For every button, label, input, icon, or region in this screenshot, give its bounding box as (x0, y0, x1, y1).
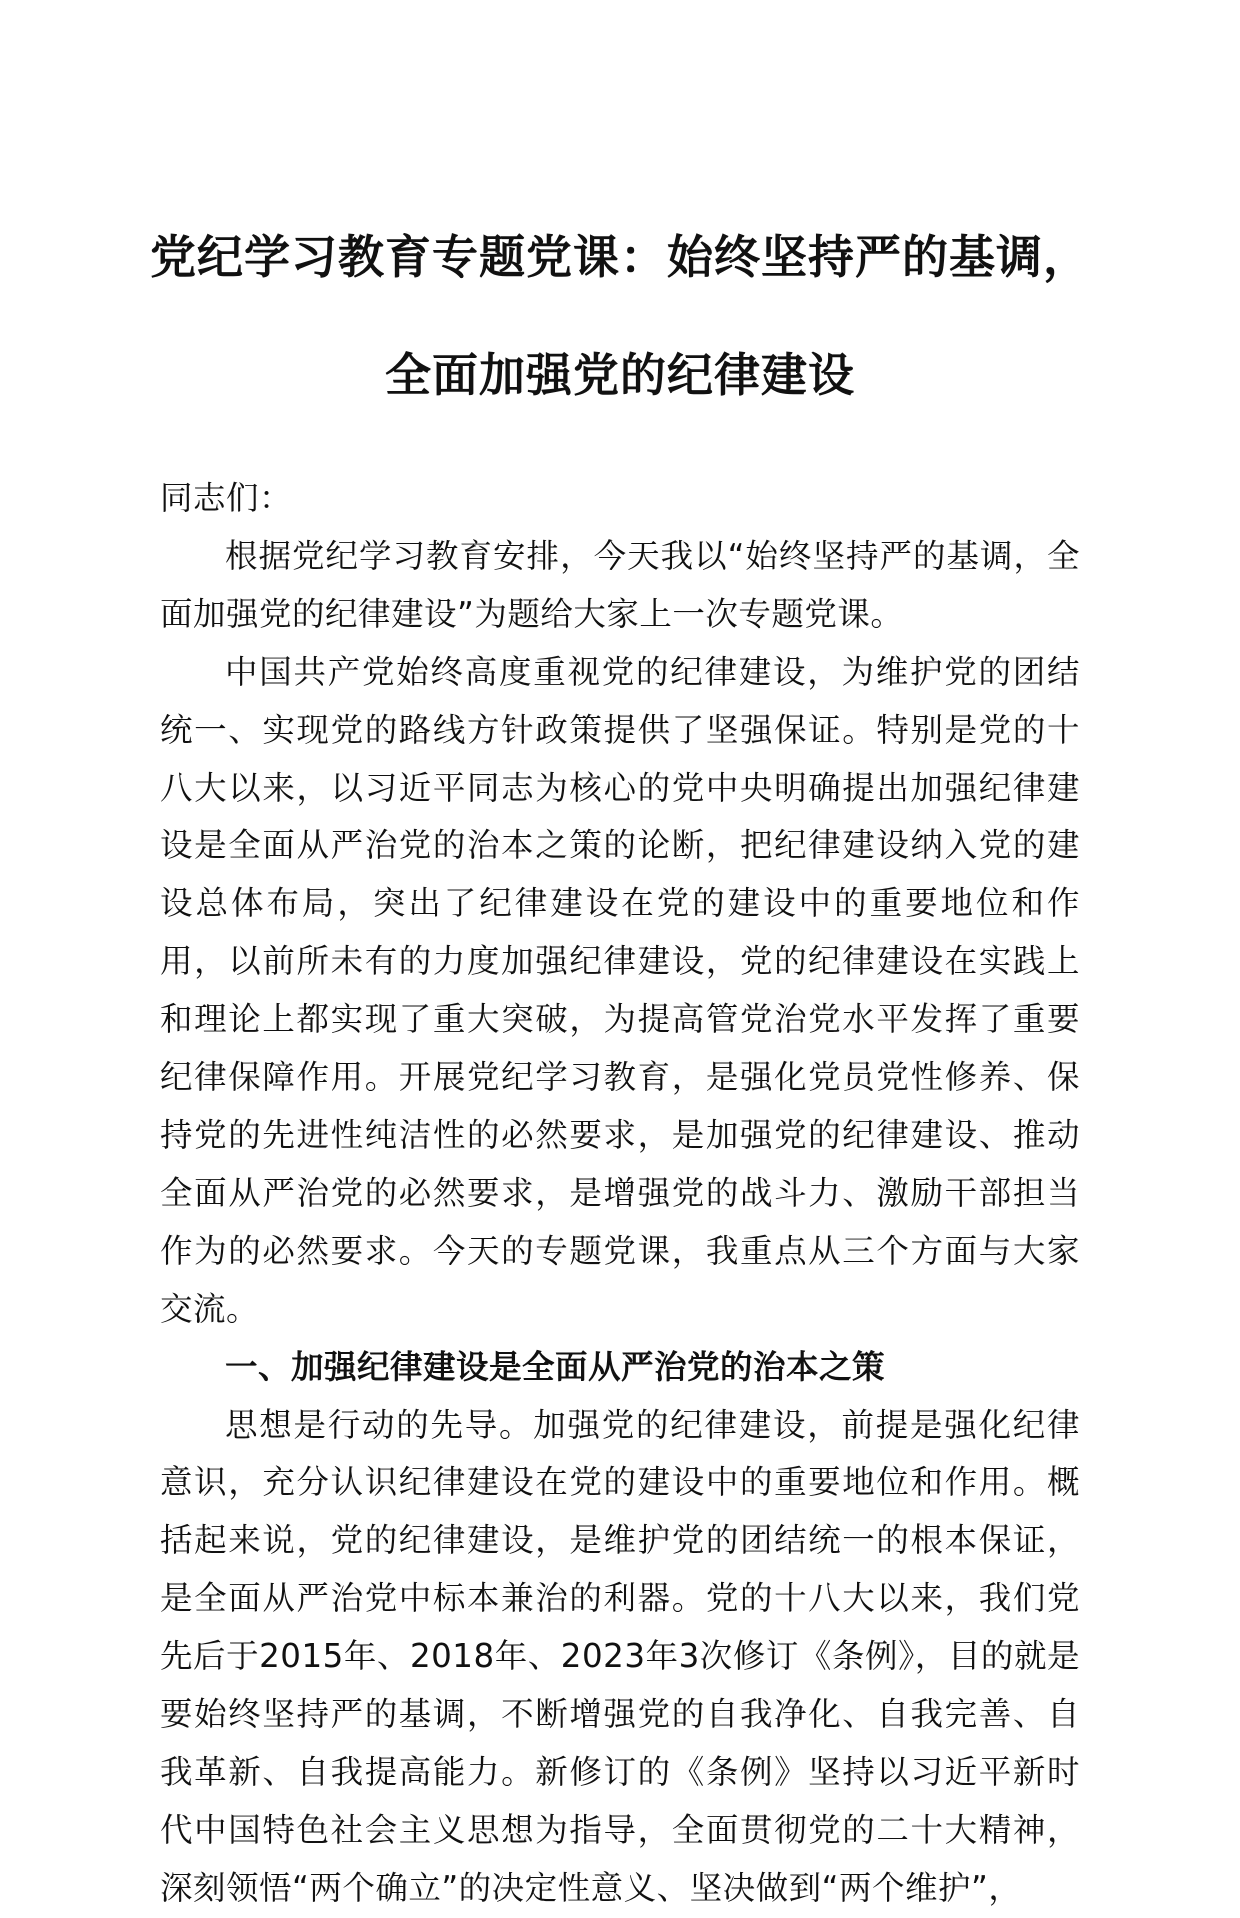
section-heading-1: 一、加强纪律建设是全面从严治党的治本之策 (225, 1347, 886, 1386)
document-body (160, 470, 1080, 1918)
paragraph-intro: 根据党纪学习教育安排，今天我以“始终坚持严的基调，全面加强党的纪律建设”为题给大家上一次专题党课。 (160, 536, 1080, 633)
salutation: 同志们： (160, 479, 293, 517)
section-1-paragraph: 思想是行动的先导。加强党的纪律建设，前提是强化纪律意识，充分认识纪律建设在党的建设中的重要地位和作用。概括起来说，党的纪律建设，是维护党的团结统一的根本保证，是全面从严治党中标本兼治的利器。党的十八大以来，我们党先后于2015年、2018年、2023年3次修订《条例》，目的就是要始终坚持严的基调，不断增强党的自我净化、自我完善、自我革新、自我提高能力。新修订的《条例》坚持以习近平新时代中国特色社会主义思想为指导，全面贯彻党的二十大精神，深刻领悟“两个确立”的决定性意义、坚决做到“两个维护”， (160, 1405, 1080, 1907)
document-title-line-1: 党纪学习教育专题党课：始终坚持严的基调， (150, 230, 1090, 284)
document-title-line-2: 全面加强党的纪律建设 (385, 348, 855, 402)
paragraph-background: 中国共产党始终高度重视党的纪律建设，为维护党的团结统一、实现党的路线方针政策提供了坚强保证。特别是党的十八大以来，以习近平同志为核心的党中央明确提出加强纪律建设是全面从严治党的治本之策的论断，把纪律建设纳入党的建设总体布局，突出了纪律建设在党的建设中的重要地位和作用，以前所未有的力度加强纪律建设，党的纪律建设在实践上和理论上都实现了重大突破，为提高管党治党水平发挥了重要纪律保障作用。开展党纪学习教育，是强化党员党性修养、保持党的先进性纯洁性的必然要求，是加强党的纪律建设、推动全面从严治党的必然要求，是增强党的战斗力、激励干部担当作为的必然要求。今天的专题党课，我重点从三个方面与大家交流。 (160, 652, 1080, 1328)
